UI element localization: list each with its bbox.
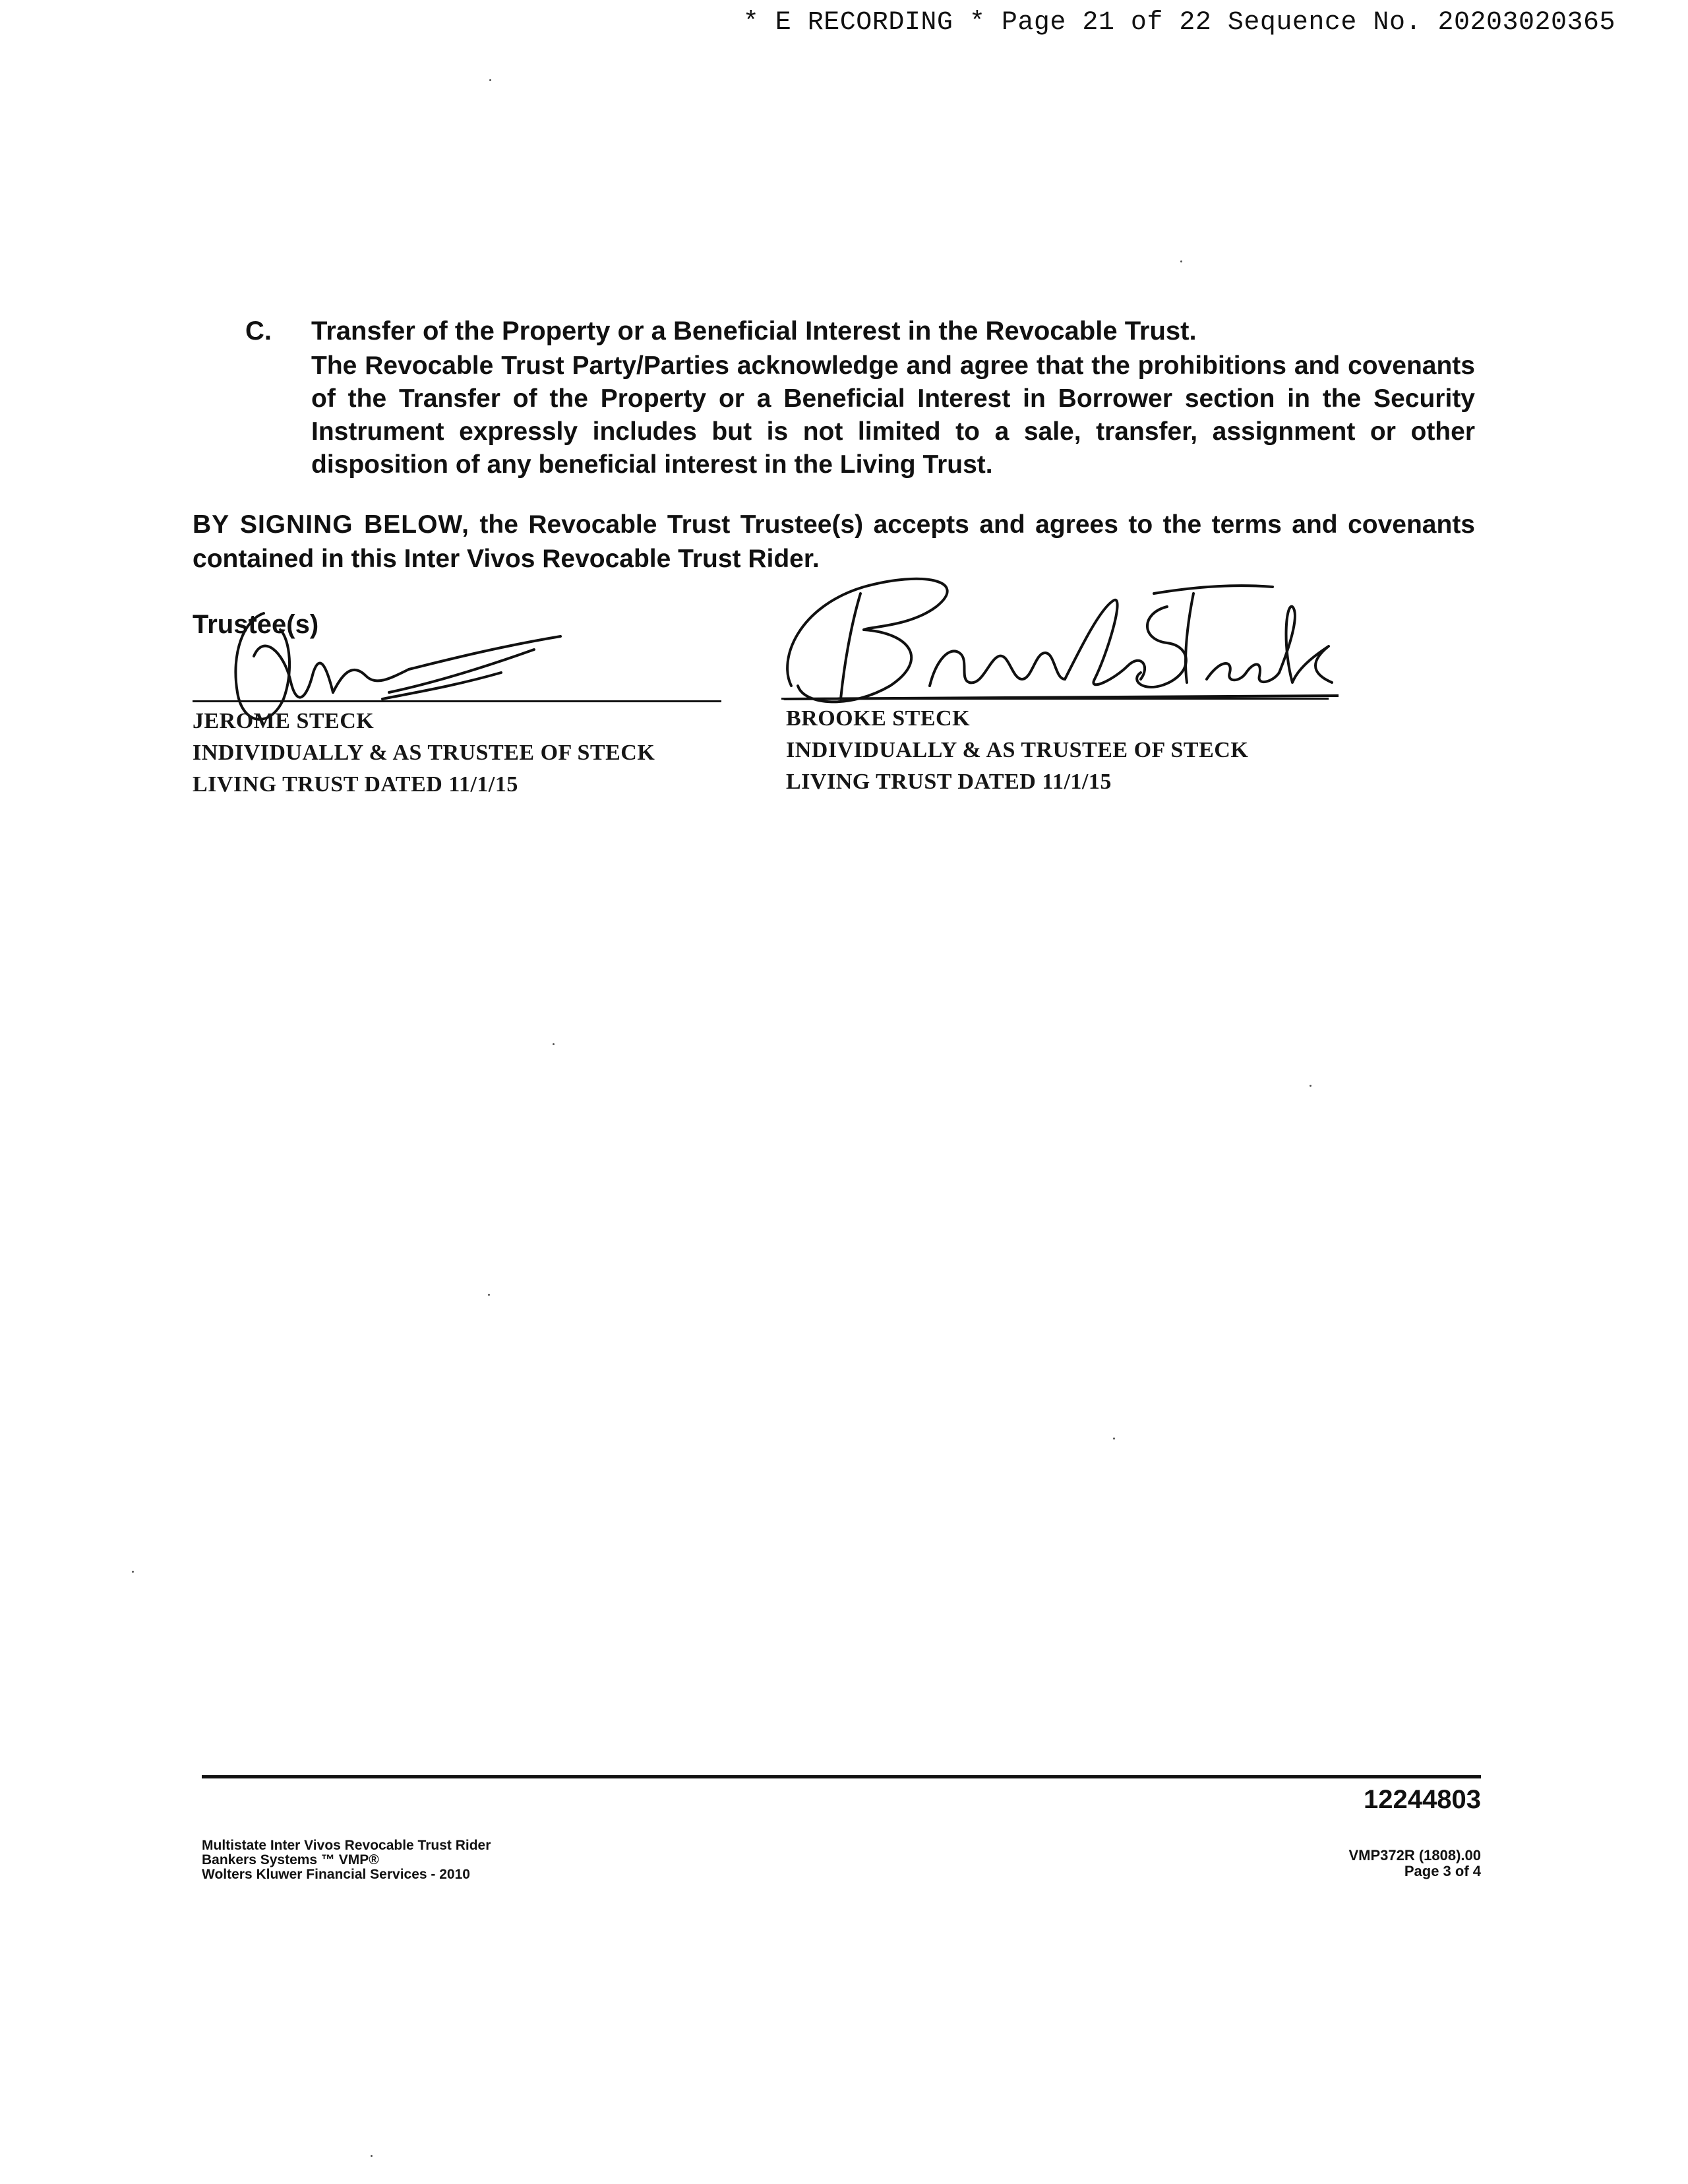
signer-trust: LIVING TRUST DATED 11/1/15 (193, 772, 518, 797)
scan-speck (489, 79, 491, 81)
footer-form-title: Multistate Inter Vivos Revocable Trust Rider (202, 1838, 491, 1853)
footer-rule (202, 1775, 1481, 1778)
footer-form-info (202, 1838, 491, 1882)
signer-name: JEROME STECK (193, 709, 375, 733)
footer-page-info: Page 3 of 4 (1404, 1863, 1481, 1879)
scan-speck (132, 1571, 134, 1573)
footer-copyright: Wolters Kluwer Financial Services - 2010 (202, 1867, 470, 1882)
scan-speck (1113, 1438, 1115, 1440)
scan-speck (371, 2155, 373, 2157)
scan-speck (553, 1043, 555, 1045)
signature-line-left (193, 700, 721, 702)
loan-number: 12244803 (1364, 1785, 1481, 1814)
signing-text: the Revocable Trust Trustee(s) accepts and agrees to the terms and covenants contained in this Inter Vivos Revocable Trust Rider. (193, 510, 1475, 573)
section-letter: C. (245, 317, 272, 346)
footer-publisher: Bankers Systems ™ VMP® (202, 1852, 379, 1867)
scan-speck (488, 1294, 490, 1296)
signing-lead: BY SIGNING BELOW, (193, 510, 469, 539)
section-body: The Revocable Trust Party/Parties acknowledge and agree that the prohibitions and covenants of the Transfer of the Property or a Beneficial Interest in Borrower section in the Security Instrument expressly includes but is not limited to a sale, transfer, assignment or other disposition of any beneficial interest in the Living Trust. (311, 351, 1475, 479)
signer-block-brooke (786, 703, 1248, 798)
footer-form-code-block (1348, 1848, 1481, 1879)
signer-block-jerome (193, 706, 655, 801)
signer-capacity: INDIVIDUALLY & AS TRUSTEE OF STECK (193, 741, 655, 765)
signer-trust: LIVING TRUST DATED 11/1/15 (786, 770, 1112, 794)
signature-line-right (781, 698, 1329, 700)
signer-name: BROOKE STECK (786, 706, 971, 731)
scan-speck (1180, 260, 1182, 262)
signature-brooke-steck (771, 567, 1339, 712)
section-heading: Transfer of the Property or a Beneficial Interest in the Revocable Trust. (311, 317, 1197, 346)
footer-form-code: VMP372R (1808).00 (1348, 1847, 1481, 1864)
signer-capacity: INDIVIDUALLY & AS TRUSTEE OF STECK (786, 738, 1249, 762)
recording-header: * E RECORDING * Page 21 of 22 Sequence No. 20203020365 (742, 8, 1615, 38)
trustees-label: Trustee(s) (193, 610, 319, 639)
scan-speck (1310, 1085, 1311, 1087)
signing-paragraph (193, 508, 1475, 576)
